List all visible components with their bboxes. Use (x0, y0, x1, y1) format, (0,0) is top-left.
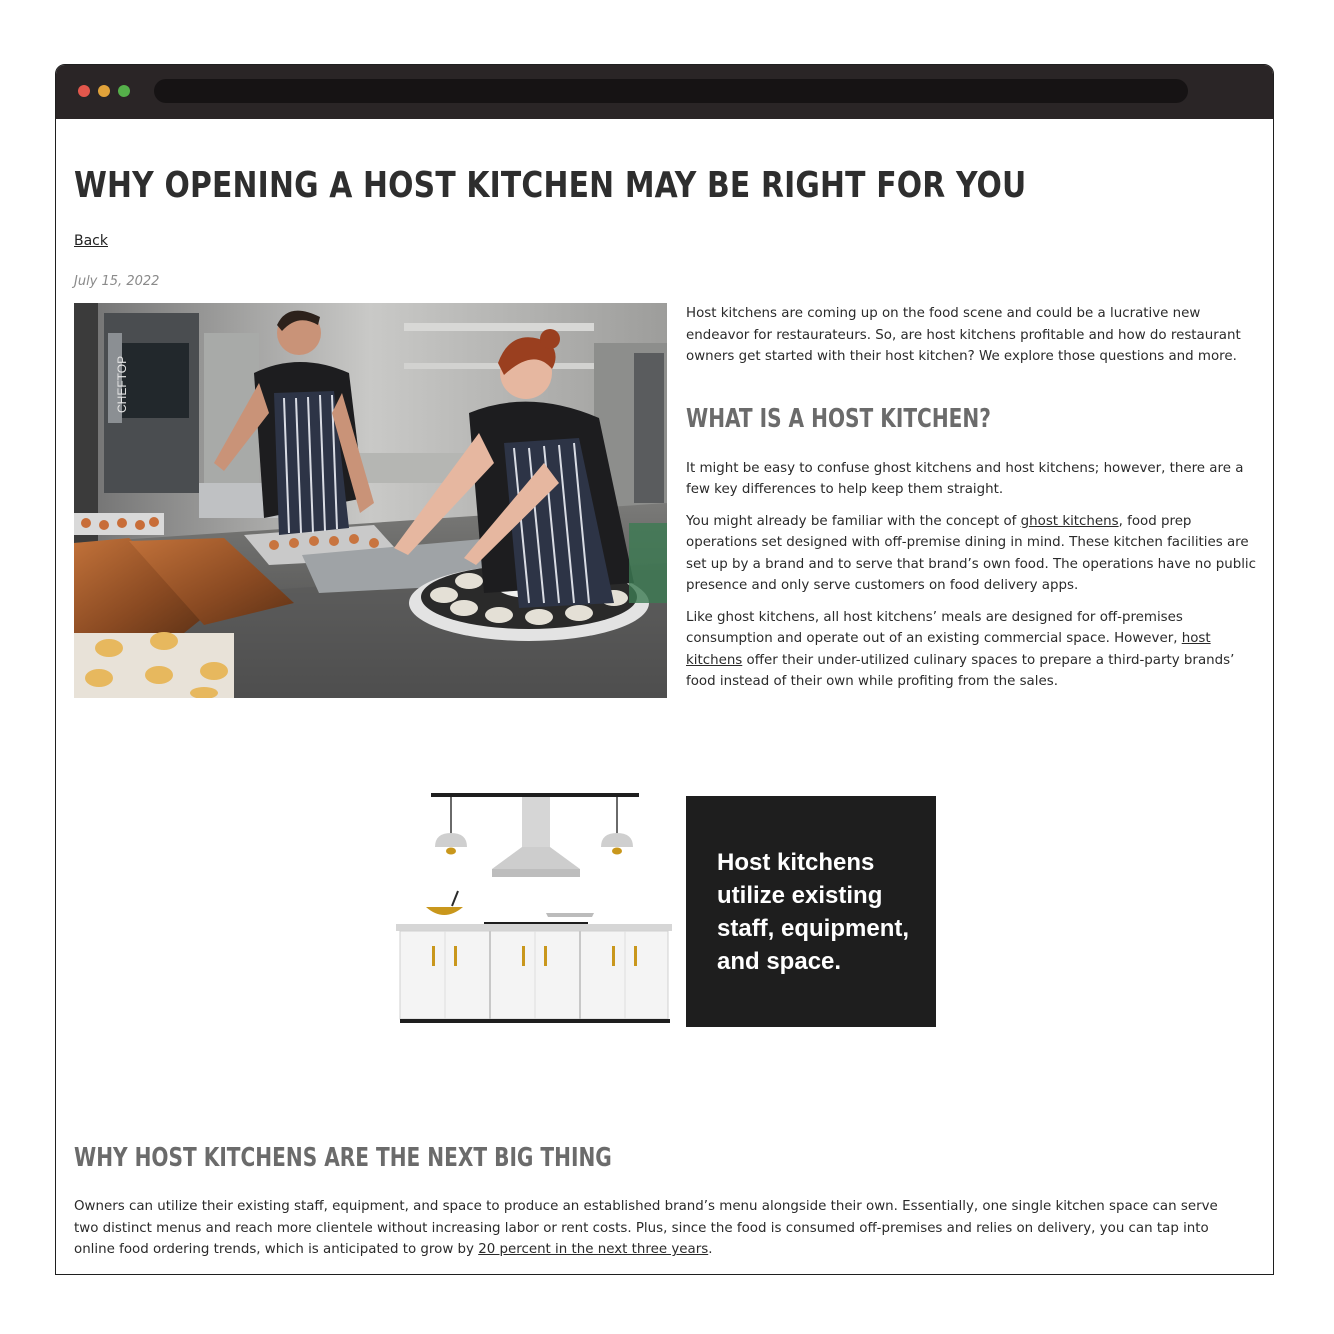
paragraph-confuse: It might be easy to confuse ghost kitchens and host kitchens; however, there are a few key differences to help keep them straight. (686, 460, 1244, 497)
pan-icon (546, 913, 594, 917)
paragraph-text: Owners can utilize their existing staff, equipment, and space to produce an established brand’s menu alongside their own. Essentially, one single kitchen space can serve two distinct menus and reach more clientele without increasing labor or rent costs. Plus, since the food is consumed off-premises and relies on delivery, you can tap into online food ordering trends, which is anticipated to grow by (74, 1199, 1218, 1257)
callout-box: Host kitchens utilize existing staff, equipment, and space. (686, 796, 936, 1027)
host-kitchens-link[interactable]: host kitchens (686, 631, 1211, 668)
paragraph-ghost-kitchens (686, 511, 1261, 597)
paragraph-text: , food prep operations set designed with off-premise dining in mind. These kitchen facilities are set up by a brand and to serve that brand’s own food. The operations have no public presence and only serve customers on food delivery apps. (686, 513, 1257, 593)
twenty-percent-link[interactable]: 20 percent in the next three years (478, 1242, 709, 1257)
paragraph-next-big-thing (74, 1196, 1244, 1261)
countertop (396, 924, 672, 931)
maximize-window-button[interactable] (118, 85, 130, 97)
cabinets (400, 931, 668, 1019)
section-heading-next-big-thing: WHY HOST KITCHENS ARE THE NEXT BIG THING (74, 1143, 612, 1173)
publish-date: July 15, 2022 (74, 274, 160, 289)
minimize-window-button[interactable] (98, 85, 110, 97)
intro-paragraph: Host kitchens are coming up on the food scene and could be a lucrative new endeavor for restaurateurs. So, are host kitchens profitable and how do restaurant owners get started with their host kitchen? We explore those questions and more. (686, 306, 1241, 364)
browser-window (55, 64, 1274, 1275)
oven-brand-text: CHEFTOP (115, 355, 129, 413)
back-link[interactable]: Back (74, 233, 108, 249)
browser-titlebar (56, 65, 1273, 119)
paragraph-host-kitchens (686, 607, 1261, 693)
address-bar[interactable] (154, 79, 1188, 103)
close-window-button[interactable] (78, 85, 90, 97)
pendant-lamp-right (601, 833, 633, 847)
hero-kitchen-photo (74, 303, 667, 698)
paragraph-text: You might already be familiar with the concept of (686, 513, 1021, 529)
paragraph-text: offer their under-utilized culinary spaces to prepare a third-party brands’ food instead of their own while profiting from the sales. (686, 652, 1235, 689)
intro-column (686, 303, 1261, 703)
kitchen-illustration (396, 789, 676, 1039)
ghost-kitchens-link[interactable]: ghost kitchens (1020, 513, 1119, 529)
article-page (56, 119, 1273, 1275)
illustration-rail (431, 793, 639, 797)
paragraph-text: . (708, 1242, 713, 1257)
pendant-lamp-left (435, 833, 467, 847)
bowl-icon (426, 907, 463, 915)
page-title: WHY OPENING A HOST KITCHEN MAY BE RIGHT FOR YOU (74, 165, 1027, 206)
paragraph-text: Like ghost kitchens, all host kitchens’ meals are designed for off-premises consumption and operate out of an existing commercial space. However, (686, 609, 1183, 646)
range-hood (522, 797, 550, 849)
section-heading-what-is: WHAT IS A HOST KITCHEN? (686, 403, 991, 434)
